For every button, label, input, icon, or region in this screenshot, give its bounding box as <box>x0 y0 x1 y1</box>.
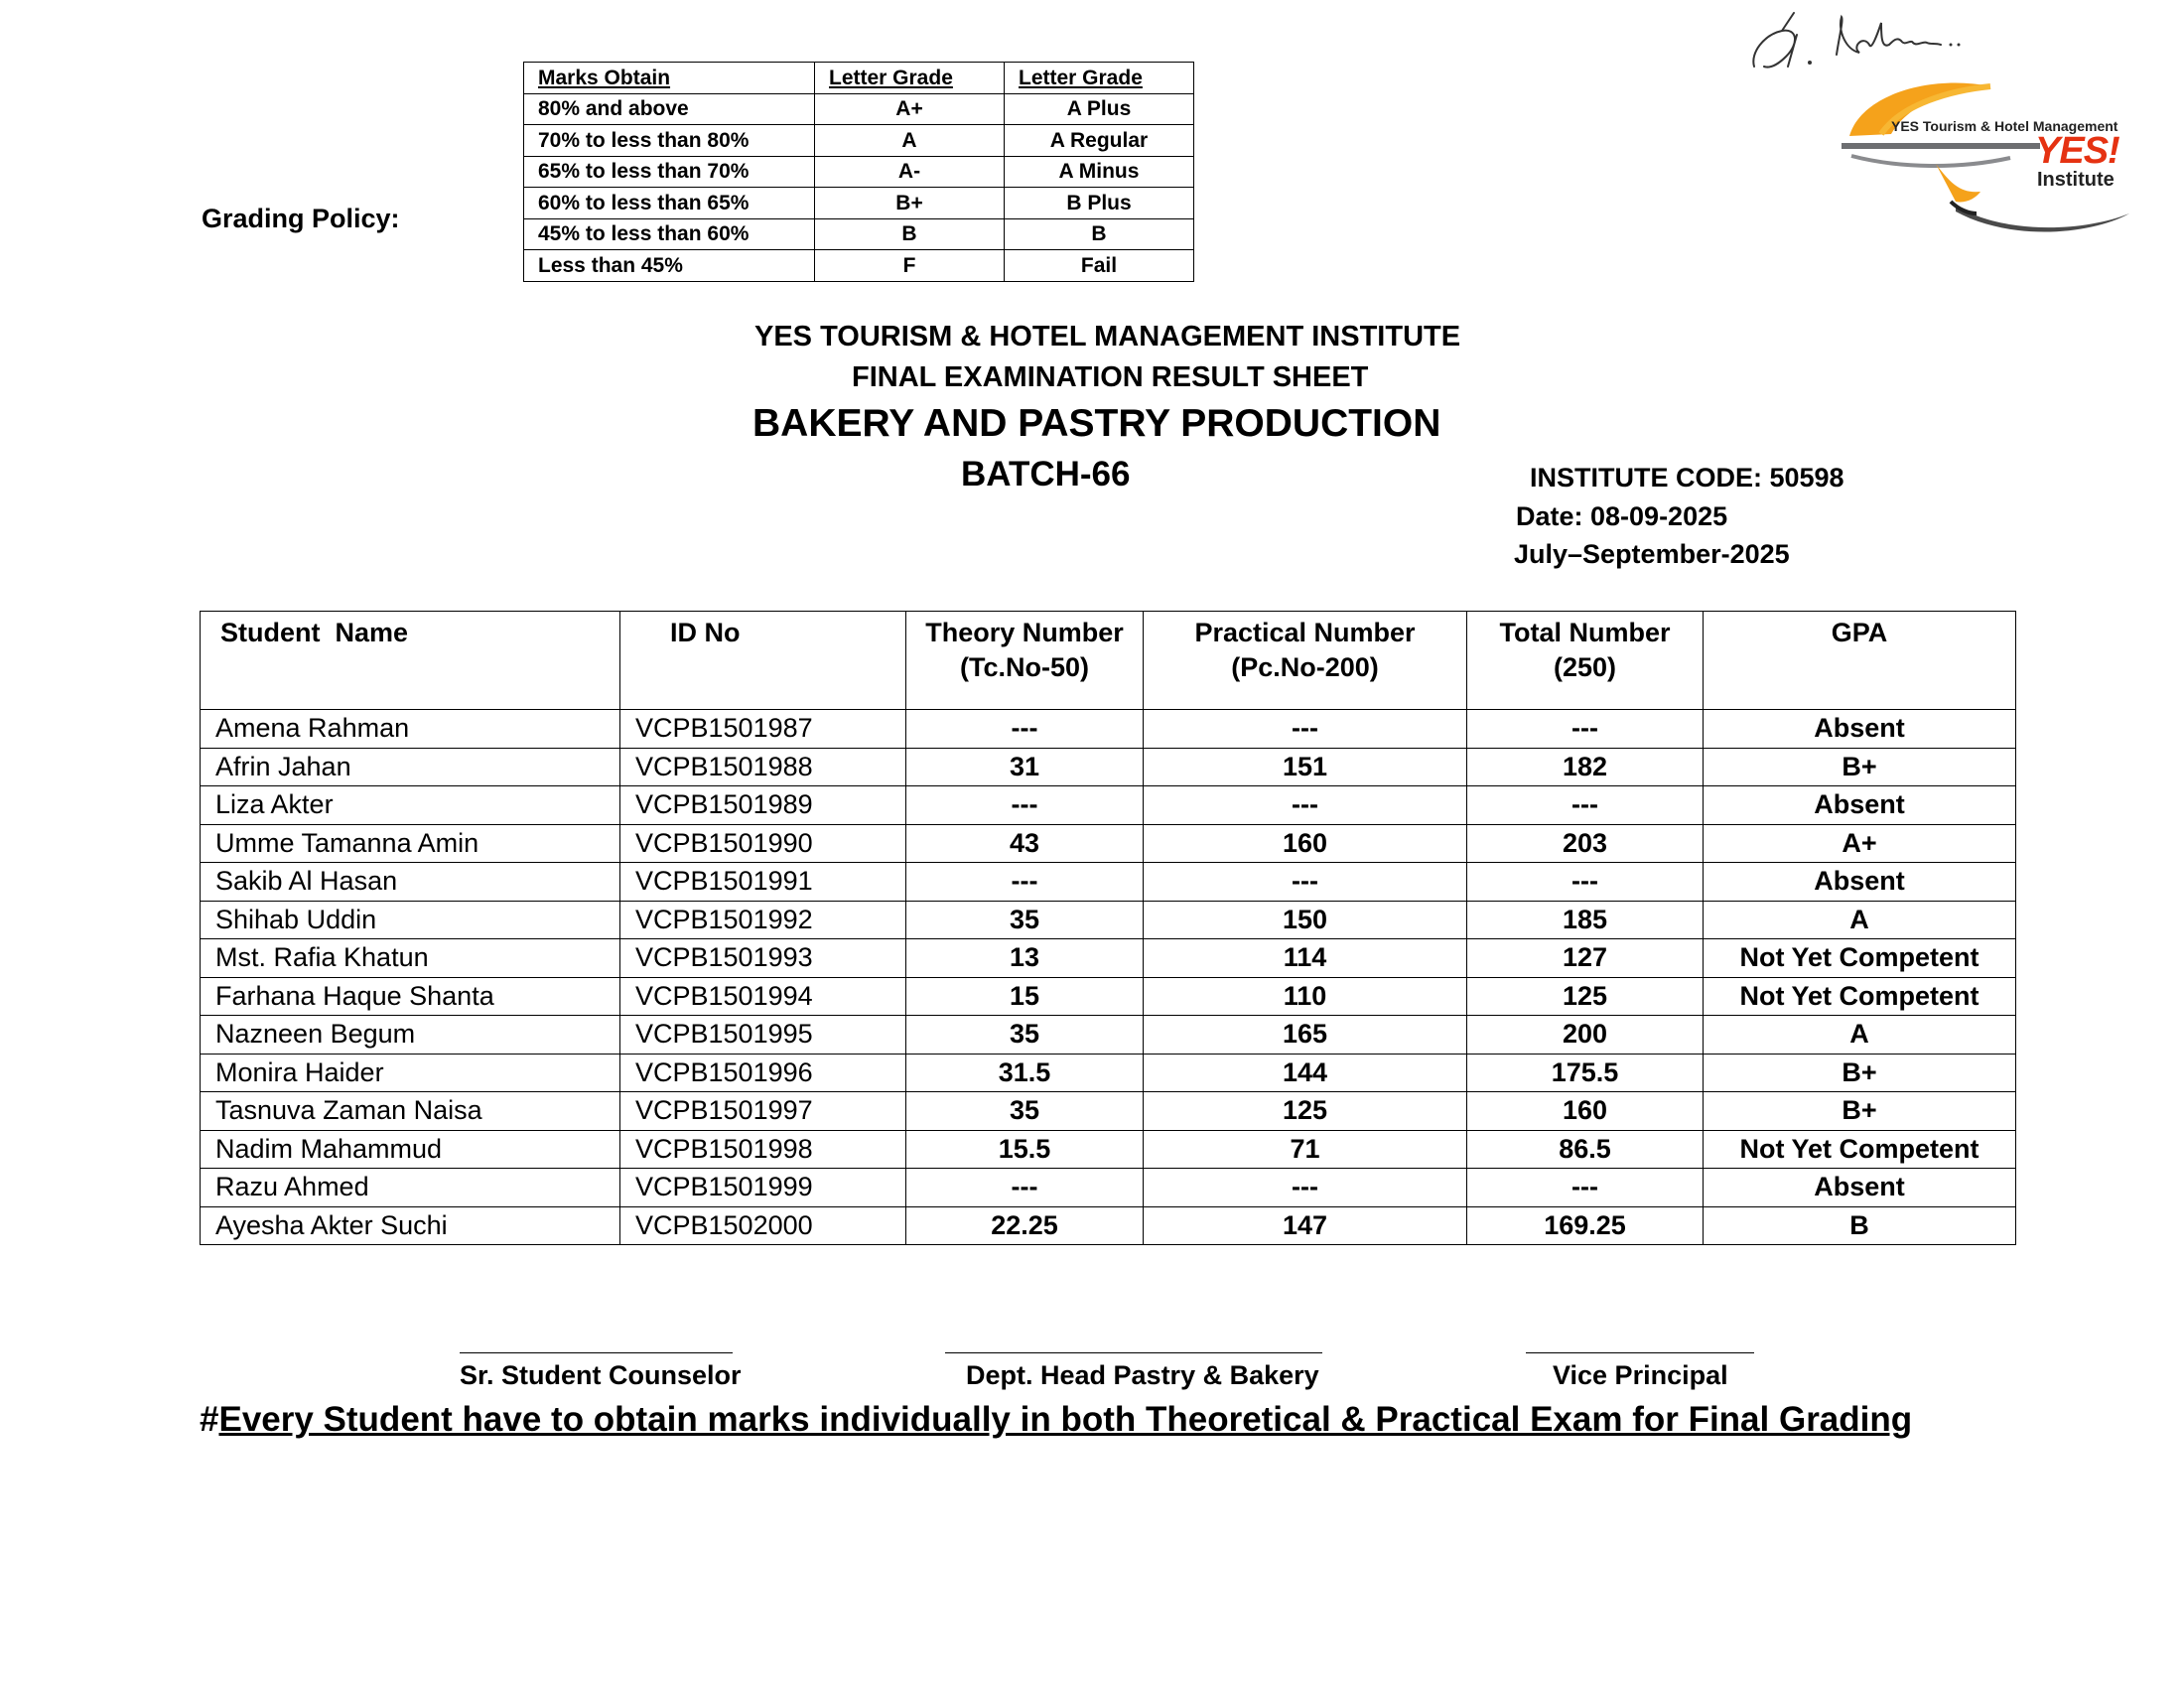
theory-score: --- <box>906 710 1144 749</box>
grade-name: Fail <box>1005 250 1194 282</box>
marks-range: Less than 45% <box>524 250 815 282</box>
theory-score: 35 <box>906 1092 1144 1131</box>
col-practical <box>1144 612 1467 710</box>
practical-score: --- <box>1144 1169 1467 1207</box>
student-id: VCPB1501999 <box>620 1169 906 1207</box>
grade-name: A Regular <box>1005 125 1194 157</box>
total-score: 169.25 <box>1467 1206 1704 1245</box>
gpa-result: B+ <box>1704 1054 2016 1092</box>
student-name: Sakib Al Hasan <box>201 863 620 902</box>
results-table <box>200 611 2016 1245</box>
col-letter-grade: Letter Grade <box>815 63 1005 94</box>
student-name: Amena Rahman <box>201 710 620 749</box>
theory-score: --- <box>906 1169 1144 1207</box>
practical-score: 151 <box>1144 748 1467 786</box>
theory-score: 43 <box>906 824 1144 863</box>
footnote-text: Every Student have to obtain marks individually in both Theoretical & Practical Exam for Final Grading <box>218 1400 1913 1439</box>
student-name: Afrin Jahan <box>201 748 620 786</box>
grading-policy-table <box>523 62 1194 282</box>
practical-score: 165 <box>1144 1016 1467 1055</box>
grading-policy-label: Grading Policy: <box>202 204 400 233</box>
table-row <box>201 748 2016 786</box>
signature-label-counselor: Sr. Student Counselor <box>460 1360 742 1390</box>
grade-name: B Plus <box>1005 188 1194 219</box>
grade-letter: A <box>815 125 1005 157</box>
col-letter-grade-name: Letter Grade <box>1005 63 1194 94</box>
handwritten-signature <box>1742 5 1980 79</box>
gpa-result: Not Yet Competent <box>1704 977 2016 1016</box>
grade-letter: B <box>815 218 1005 250</box>
student-name: Monira Haider <box>201 1054 620 1092</box>
batch-title: BATCH-66 <box>961 455 1131 493</box>
total-score: 185 <box>1467 901 1704 939</box>
table-row <box>201 1130 2016 1169</box>
total-score: 203 <box>1467 824 1704 863</box>
student-id: VCPB1501991 <box>620 863 906 902</box>
student-id: VCPB1501996 <box>620 1054 906 1092</box>
grading-header-row <box>524 63 1194 94</box>
institute-logo <box>1842 74 2159 243</box>
marks-range: 80% and above <box>524 93 815 125</box>
marks-range: 45% to less than 60% <box>524 218 815 250</box>
total-score: --- <box>1467 710 1704 749</box>
grading-row <box>524 93 1194 125</box>
grade-letter: B+ <box>815 188 1005 219</box>
sheet-title: FINAL EXAMINATION RESULT SHEET <box>852 361 1369 393</box>
student-id: VCPB1501995 <box>620 1016 906 1055</box>
col-total-label: Total Number <box>1499 618 1671 647</box>
practical-score: 125 <box>1144 1092 1467 1131</box>
total-score: 127 <box>1467 939 1704 978</box>
practical-score: 110 <box>1144 977 1467 1016</box>
total-score: --- <box>1467 1169 1704 1207</box>
table-row <box>201 939 2016 978</box>
col-practical-label: Practical Number <box>1194 618 1416 647</box>
practical-score: 150 <box>1144 901 1467 939</box>
table-row <box>201 1206 2016 1245</box>
gpa-result: Absent <box>1704 863 2016 902</box>
practical-score: 71 <box>1144 1130 1467 1169</box>
gpa-result: Absent <box>1704 1169 2016 1207</box>
grading-row <box>524 250 1194 282</box>
theory-score: 31 <box>906 748 1144 786</box>
practical-score: --- <box>1144 863 1467 902</box>
logo-brand: YES! <box>2035 130 2119 172</box>
col-id-no <box>620 612 906 710</box>
student-name: Tasnuva Zaman Naisa <box>201 1092 620 1131</box>
table-row <box>201 1092 2016 1131</box>
grading-row <box>524 188 1194 219</box>
total-score: 125 <box>1467 977 1704 1016</box>
col-marks-obtain: Marks Obtain <box>524 63 815 94</box>
student-name: Mst. Rafia Khatun <box>201 939 620 978</box>
practical-score: 114 <box>1144 939 1467 978</box>
practical-score: --- <box>1144 786 1467 825</box>
table-row <box>201 977 2016 1016</box>
col-theory-label: Theory Number <box>925 618 1124 647</box>
institute-title: YES TOURISM & HOTEL MANAGEMENT INSTITUTE <box>754 321 1461 352</box>
student-id: VCPB1501992 <box>620 901 906 939</box>
gpa-result: B+ <box>1704 748 2016 786</box>
exam-period: July–September-2025 <box>1514 539 1790 569</box>
student-name: Ayesha Akter Suchi <box>201 1206 620 1245</box>
student-name: Liza Akter <box>201 786 620 825</box>
student-id: VCPB1501993 <box>620 939 906 978</box>
student-name: Nadim Mahammud <box>201 1130 620 1169</box>
student-id: VCPB1501988 <box>620 748 906 786</box>
theory-score: 22.25 <box>906 1206 1144 1245</box>
col-theory <box>906 612 1144 710</box>
col-gpa <box>1704 612 2016 710</box>
theory-score: 31.5 <box>906 1054 1144 1092</box>
student-id: VCPB1502000 <box>620 1206 906 1245</box>
logo-line2: Institute <box>2037 169 2115 191</box>
signature-line-vice-principal <box>1526 1352 1754 1353</box>
course-title: BAKERY AND PASTRY PRODUCTION <box>752 402 1441 445</box>
marks-range: 65% to less than 70% <box>524 156 815 188</box>
student-id: VCPB1501997 <box>620 1092 906 1131</box>
theory-score: 35 <box>906 1016 1144 1055</box>
institute-code: INSTITUTE CODE: 50598 <box>1530 463 1844 492</box>
total-score: 160 <box>1467 1092 1704 1131</box>
table-row <box>201 1016 2016 1055</box>
total-score: 182 <box>1467 748 1704 786</box>
theory-score: 35 <box>906 901 1144 939</box>
table-row <box>201 1054 2016 1092</box>
student-id: VCPB1501989 <box>620 786 906 825</box>
total-score: --- <box>1467 863 1704 902</box>
student-id: VCPB1501998 <box>620 1130 906 1169</box>
footnote <box>200 1400 1912 1440</box>
total-score: 175.5 <box>1467 1054 1704 1092</box>
table-row <box>201 710 2016 749</box>
student-name: Shihab Uddin <box>201 901 620 939</box>
gpa-result: A+ <box>1704 824 2016 863</box>
gpa-result: Not Yet Competent <box>1704 1130 2016 1169</box>
col-total-sub: (250) <box>1553 652 1617 683</box>
total-score: 200 <box>1467 1016 1704 1055</box>
signature-line-dept-head <box>945 1352 1322 1353</box>
gpa-result: A <box>1704 1016 2016 1055</box>
gpa-result: A <box>1704 901 2016 939</box>
gpa-result: B <box>1704 1206 2016 1245</box>
col-student-name-label: Student Name <box>220 618 409 647</box>
marks-range: 70% to less than 80% <box>524 125 815 157</box>
student-name: Nazneen Begum <box>201 1016 620 1055</box>
grade-name: A Plus <box>1005 93 1194 125</box>
practical-score: 160 <box>1144 824 1467 863</box>
col-theory-sub: (Tc.No-50) <box>959 652 1089 683</box>
col-student-name <box>201 612 620 710</box>
theory-score: 13 <box>906 939 1144 978</box>
theory-score: --- <box>906 863 1144 902</box>
grading-row <box>524 156 1194 188</box>
col-gpa-label: GPA <box>1831 618 1888 647</box>
student-id: VCPB1501994 <box>620 977 906 1016</box>
gpa-result: Absent <box>1704 710 2016 749</box>
student-name: Razu Ahmed <box>201 1169 620 1207</box>
table-row <box>201 824 2016 863</box>
theory-score: 15.5 <box>906 1130 1144 1169</box>
grade-name: B <box>1005 218 1194 250</box>
student-id: VCPB1501990 <box>620 824 906 863</box>
practical-score: 147 <box>1144 1206 1467 1245</box>
signature-label-vice-principal: Vice Principal <box>1553 1360 1728 1390</box>
table-row <box>201 901 2016 939</box>
signature-label-dept-head: Dept. Head Pastry & Bakery <box>966 1360 1319 1390</box>
practical-score: 144 <box>1144 1054 1467 1092</box>
theory-score: 15 <box>906 977 1144 1016</box>
grading-row <box>524 125 1194 157</box>
grade-letter: F <box>815 250 1005 282</box>
col-practical-sub: (Pc.No-200) <box>1231 652 1379 683</box>
gpa-result: Not Yet Competent <box>1704 939 2016 978</box>
marks-range: 60% to less than 65% <box>524 188 815 219</box>
table-row <box>201 786 2016 825</box>
table-row <box>201 1169 2016 1207</box>
student-name: Farhana Haque Shanta <box>201 977 620 1016</box>
grading-row <box>524 218 1194 250</box>
student-name: Umme Tamanna Amin <box>201 824 620 863</box>
grade-name: A Minus <box>1005 156 1194 188</box>
practical-score: --- <box>1144 710 1467 749</box>
total-score: 86.5 <box>1467 1130 1704 1169</box>
col-total <box>1467 612 1704 710</box>
theory-score: --- <box>906 786 1144 825</box>
result-date: Date: 08-09-2025 <box>1516 501 1728 531</box>
table-row <box>201 863 2016 902</box>
footnote-prefix: # <box>200 1400 219 1439</box>
student-id: VCPB1501987 <box>620 710 906 749</box>
col-id-no-label: ID No <box>670 618 741 647</box>
grade-letter: A+ <box>815 93 1005 125</box>
gpa-result: B+ <box>1704 1092 2016 1131</box>
signature-line-counselor <box>460 1352 733 1353</box>
total-score: --- <box>1467 786 1704 825</box>
gpa-result: Absent <box>1704 786 2016 825</box>
results-header-row <box>201 612 2016 710</box>
grade-letter: A- <box>815 156 1005 188</box>
logo-line1: YES Tourism & Hotel Management <box>1891 118 2118 134</box>
